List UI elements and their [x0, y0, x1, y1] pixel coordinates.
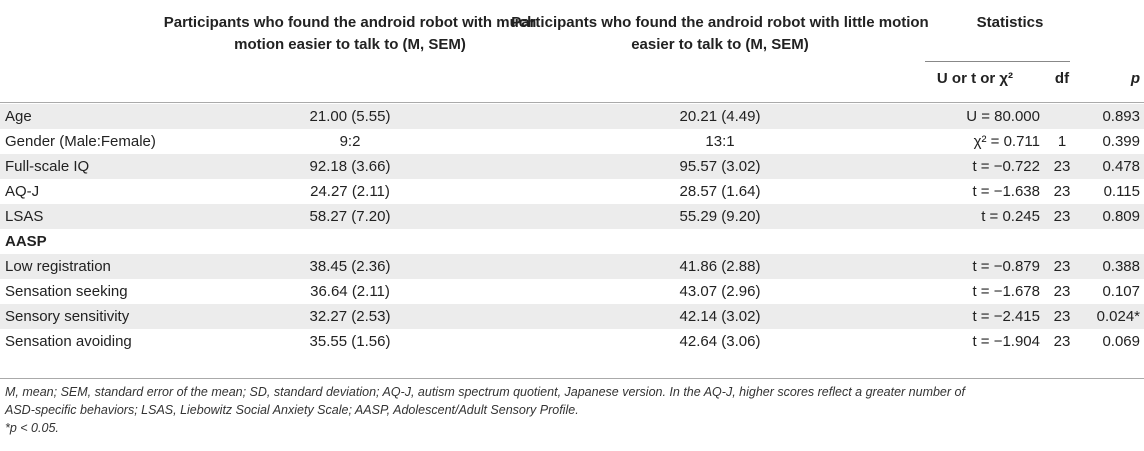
cell-much-motion: 35.55 (1.56) — [309, 333, 391, 350]
cell-test-statistic: t = −1.904 — [972, 333, 1040, 350]
header-much-motion: Participants who found the android robot with much motion easier to talk to (M, SEM) — [163, 14, 537, 53]
cell-df: 23 — [1053, 308, 1071, 325]
cell-little-motion: 41.86 (2.88) — [679, 258, 761, 275]
table-bottom-divider — [0, 378, 1144, 379]
cell-test-statistic: t = 0.245 — [981, 208, 1040, 225]
row-label: Low registration — [5, 258, 111, 275]
cell-much-motion: 58.27 (7.20) — [309, 208, 391, 225]
row-label: Sensation avoiding — [5, 333, 132, 350]
cell-much-motion: 38.45 (2.36) — [309, 258, 391, 275]
cell-little-motion: 42.64 (3.06) — [679, 333, 761, 350]
table-row — [0, 154, 1144, 179]
cell-p-value: 0.024* — [1096, 308, 1140, 325]
row-label: Age — [5, 108, 32, 125]
cell-little-motion: 28.57 (1.64) — [679, 183, 761, 200]
cell-test-statistic: t = −2.415 — [972, 308, 1040, 325]
cell-df: 23 — [1053, 283, 1071, 300]
row-label: AASP — [5, 233, 47, 250]
cell-little-motion: 13:1 — [705, 133, 735, 150]
table-row — [0, 104, 1144, 129]
table-row — [0, 129, 1144, 154]
cell-p-value: 0.069 — [1102, 333, 1140, 350]
header-statistics: Statistics — [976, 14, 1044, 31]
cell-df: 23 — [1053, 208, 1071, 225]
cell-df: 23 — [1053, 333, 1071, 350]
footnote-line-1: M, mean; SEM, standard error of the mean; SD, standard deviation; AQ-J, autism spectrum quotient, Japanese version. In the AQ-J, higher scores reflect a greater number of — [5, 385, 965, 399]
cell-df: 23 — [1053, 183, 1071, 200]
table-row — [0, 254, 1144, 279]
cell-p-value: 0.478 — [1102, 158, 1140, 175]
row-label: Sensation seeking — [5, 283, 128, 300]
cell-test-statistic: t = −1.678 — [972, 283, 1040, 300]
cell-much-motion: 24.27 (2.11) — [310, 183, 390, 200]
cell-test-statistic: U = 80.000 — [966, 108, 1040, 125]
row-label: LSAS — [5, 208, 44, 225]
cell-df: 23 — [1053, 158, 1071, 175]
cell-much-motion: 9:2 — [339, 133, 361, 150]
table-row — [0, 329, 1144, 354]
footnote-significance: *p < 0.05. — [5, 421, 59, 435]
cell-p-value: 0.809 — [1102, 208, 1140, 225]
cell-little-motion: 55.29 (9.20) — [679, 208, 761, 225]
header-little-motion: Participants who found the android robot with little motion easier to talk to (M, SEM) — [511, 14, 929, 53]
cell-much-motion: 36.64 (2.11) — [310, 283, 390, 300]
cell-much-motion: 32.27 (2.53) — [309, 308, 391, 325]
table-row — [0, 304, 1144, 329]
header-df: df — [1054, 70, 1070, 87]
cell-test-statistic: t = −0.722 — [972, 158, 1040, 175]
cell-p-value: 0.893 — [1102, 108, 1140, 125]
table-row — [0, 279, 1144, 304]
cell-little-motion: 95.57 (3.02) — [679, 158, 761, 175]
cell-test-statistic: t = −1.638 — [972, 183, 1040, 200]
footnote-line-2: ASD-specific behaviors; LSAS, Liebowitz Social Anxiety Scale; AASP, Adolescent/Adult Sensory Profile. — [5, 403, 579, 417]
row-label: Full-scale IQ — [5, 158, 90, 175]
cell-p-value: 0.115 — [1103, 183, 1140, 200]
row-label: Gender (Male:Female) — [5, 133, 156, 150]
cell-little-motion: 20.21 (4.49) — [679, 108, 761, 125]
header-p: p — [1130, 70, 1140, 87]
cell-test-statistic: t = −0.879 — [972, 258, 1040, 275]
cell-df: 1 — [1057, 133, 1067, 150]
table-row — [0, 179, 1144, 204]
header-test-statistic: U or t or χ² — [936, 70, 1014, 87]
cell-test-statistic: χ² = 0.711 — [973, 133, 1040, 150]
cell-much-motion: 92.18 (3.66) — [309, 158, 391, 175]
cell-p-value: 0.388 — [1102, 258, 1140, 275]
statistics-underline — [925, 61, 1070, 62]
cell-p-value: 0.107 — [1102, 283, 1140, 300]
header-divider — [0, 102, 1144, 103]
cell-little-motion: 43.07 (2.96) — [679, 283, 761, 300]
table-row — [0, 204, 1144, 229]
cell-p-value: 0.399 — [1102, 133, 1140, 150]
cell-little-motion: 42.14 (3.02) — [679, 308, 761, 325]
row-label: AQ-J — [5, 183, 40, 200]
row-label: Sensory sensitivity — [5, 308, 130, 325]
cell-df: 23 — [1053, 258, 1071, 275]
table-row — [0, 229, 1144, 254]
cell-much-motion: 21.00 (5.55) — [309, 108, 391, 125]
